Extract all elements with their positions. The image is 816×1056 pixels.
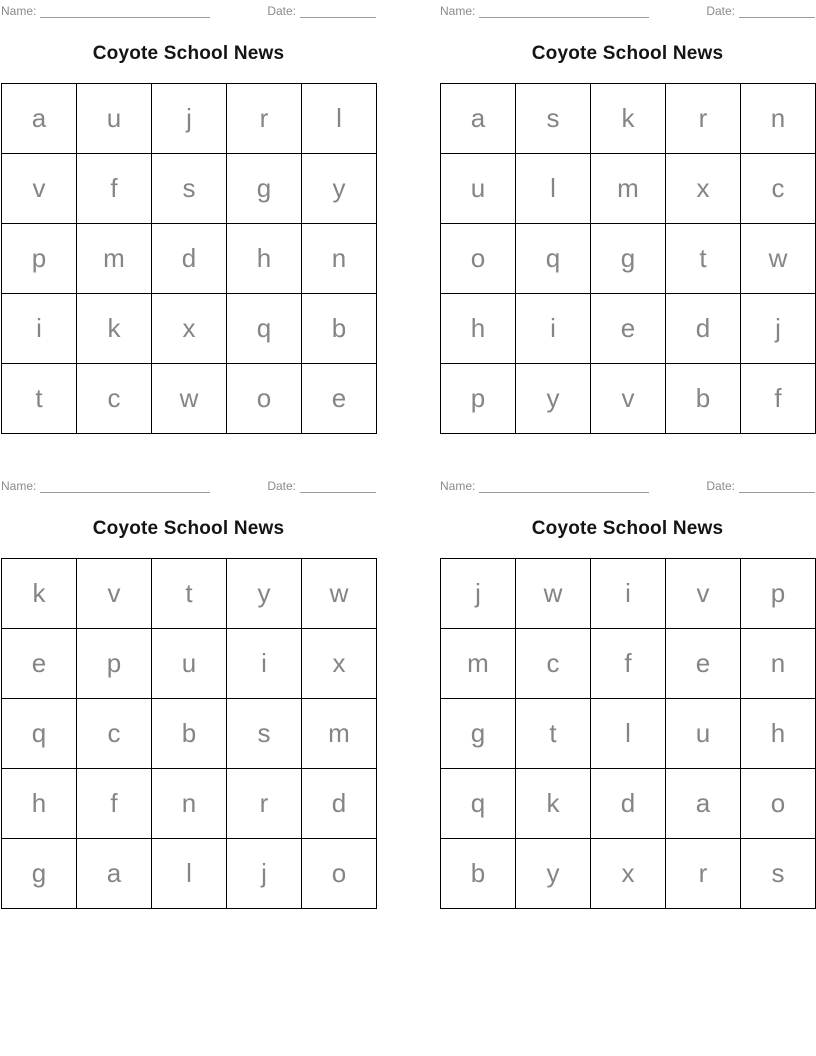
letter-cell: j [741,294,816,364]
letter-cell: e [2,629,77,699]
grid-row [441,364,816,434]
letter-cell: k [77,294,152,364]
grid-row [441,769,816,839]
letter-cell: l [302,84,377,154]
letter-cell: m [77,224,152,294]
grid-row [441,84,816,154]
letter-cell: d [302,769,377,839]
letter-cell: p [741,559,816,629]
letter-cell: q [441,769,516,839]
date-label: Date: [706,4,735,18]
letter-cell: x [152,294,227,364]
letter-cell: n [152,769,227,839]
letter-cell: c [77,699,152,769]
letter-cell: f [591,629,666,699]
puzzle-worksheet-3 [1,480,376,909]
grid-row [2,699,377,769]
name-field [1,479,210,493]
grid-row [2,839,377,909]
letter-cell: h [441,294,516,364]
letter-cell: g [2,839,77,909]
letter-cell: q [2,699,77,769]
letter-cell: u [77,84,152,154]
letter-cell: w [741,224,816,294]
letter-cell: e [302,364,377,434]
grid-row [441,154,816,224]
grid-row [441,224,816,294]
grid-row [2,154,377,224]
letter-cell: y [227,559,302,629]
grid-row [2,559,377,629]
letter-grid [440,558,816,909]
letter-cell: r [666,839,741,909]
grid-row [2,629,377,699]
letter-cell: t [666,224,741,294]
letter-grid [440,83,816,434]
name-label: Name: [1,4,37,18]
letter-cell: x [302,629,377,699]
letter-cell: i [2,294,77,364]
letter-cell: u [666,699,741,769]
letter-cell: i [516,294,591,364]
letter-cell: b [441,839,516,909]
letter-cell: w [516,559,591,629]
puzzle-worksheet-4 [440,480,815,909]
name-label: Name: [440,479,476,493]
name-blank-line [479,7,649,18]
letter-cell: j [227,839,302,909]
letter-cell: t [152,559,227,629]
name-blank-line [40,7,210,18]
letter-cell: k [2,559,77,629]
letter-cell: y [516,364,591,434]
name-blank-line [479,482,649,493]
letter-cell: v [666,559,741,629]
letter-cell: c [77,364,152,434]
letter-cell: f [77,769,152,839]
letter-cell: v [2,154,77,224]
puzzle-worksheet-2 [440,5,815,434]
date-blank-line [300,7,376,18]
letter-cell: h [227,224,302,294]
letter-cell: s [227,699,302,769]
letter-cell: a [77,839,152,909]
grid-row [2,224,377,294]
letter-cell: o [441,224,516,294]
worksheet-header [440,5,815,18]
letter-cell: c [516,629,591,699]
worksheet-header [1,480,376,493]
letter-cell: l [152,839,227,909]
letter-cell: m [302,699,377,769]
letter-cell: s [152,154,227,224]
letter-grid [1,83,377,434]
letter-cell: x [666,154,741,224]
date-label: Date: [267,479,296,493]
letter-cell: q [516,224,591,294]
grid-row [2,769,377,839]
letter-cell: v [77,559,152,629]
letter-cell: i [591,559,666,629]
letter-cell: b [152,699,227,769]
name-label: Name: [440,4,476,18]
letter-cell: n [302,224,377,294]
name-field [1,4,210,18]
grid-row [2,294,377,364]
letter-cell: p [77,629,152,699]
date-blank-line [300,482,376,493]
letter-cell: e [666,629,741,699]
letter-cell: d [666,294,741,364]
letter-cell: n [741,629,816,699]
letter-cell: h [741,699,816,769]
letter-cell: k [591,84,666,154]
letter-cell: r [227,769,302,839]
letter-cell: a [2,84,77,154]
letter-cell: k [516,769,591,839]
letter-cell: g [591,224,666,294]
letter-cell: l [516,154,591,224]
puzzle-title: Coyote School News [92,43,285,64]
date-blank-line [739,7,815,18]
name-label: Name: [1,479,37,493]
letter-cell: i [227,629,302,699]
letter-cell: h [2,769,77,839]
letter-cell: e [591,294,666,364]
grid-row [441,559,816,629]
letter-cell: w [152,364,227,434]
letter-cell: j [152,84,227,154]
name-field [440,4,649,18]
letter-cell: a [441,84,516,154]
letter-cell: o [741,769,816,839]
letter-grid [1,558,377,909]
letter-cell: f [741,364,816,434]
letter-cell: t [2,364,77,434]
letter-cell: l [591,699,666,769]
date-field [706,479,815,493]
letter-cell: a [666,769,741,839]
date-label: Date: [267,4,296,18]
letter-cell: m [591,154,666,224]
letter-cell: p [2,224,77,294]
letter-cell: j [441,559,516,629]
letter-cell: r [227,84,302,154]
grid-row [441,839,816,909]
letter-cell: m [441,629,516,699]
letter-cell: f [77,154,152,224]
grid-row [441,629,816,699]
letter-cell: u [152,629,227,699]
letter-cell: o [227,364,302,434]
grid-row [441,699,816,769]
puzzle-worksheet-1 [1,5,376,434]
letter-cell: y [516,839,591,909]
date-field [267,479,376,493]
letter-cell: v [591,364,666,434]
worksheet-header [440,480,815,493]
puzzle-title: Coyote School News [531,518,724,539]
name-blank-line [40,482,210,493]
letter-cell: b [302,294,377,364]
letter-cell: s [516,84,591,154]
worksheet-header [1,5,376,18]
letter-cell: s [741,839,816,909]
grid-row [2,84,377,154]
letter-cell: d [152,224,227,294]
grid-row [441,294,816,364]
letter-cell: b [666,364,741,434]
letter-cell: g [441,699,516,769]
letter-cell: r [666,84,741,154]
letter-cell: c [741,154,816,224]
date-blank-line [739,482,815,493]
letter-cell: g [227,154,302,224]
letter-cell: d [591,769,666,839]
letter-cell: t [516,699,591,769]
letter-cell: n [741,84,816,154]
letter-cell: q [227,294,302,364]
date-field [267,4,376,18]
date-field [706,4,815,18]
letter-cell: o [302,839,377,909]
letter-cell: w [302,559,377,629]
puzzle-title: Coyote School News [92,518,285,539]
letter-cell: p [441,364,516,434]
date-label: Date: [706,479,735,493]
name-field [440,479,649,493]
letter-cell: y [302,154,377,224]
letter-cell: u [441,154,516,224]
letter-cell: x [591,839,666,909]
puzzle-title: Coyote School News [531,43,724,64]
grid-row [2,364,377,434]
